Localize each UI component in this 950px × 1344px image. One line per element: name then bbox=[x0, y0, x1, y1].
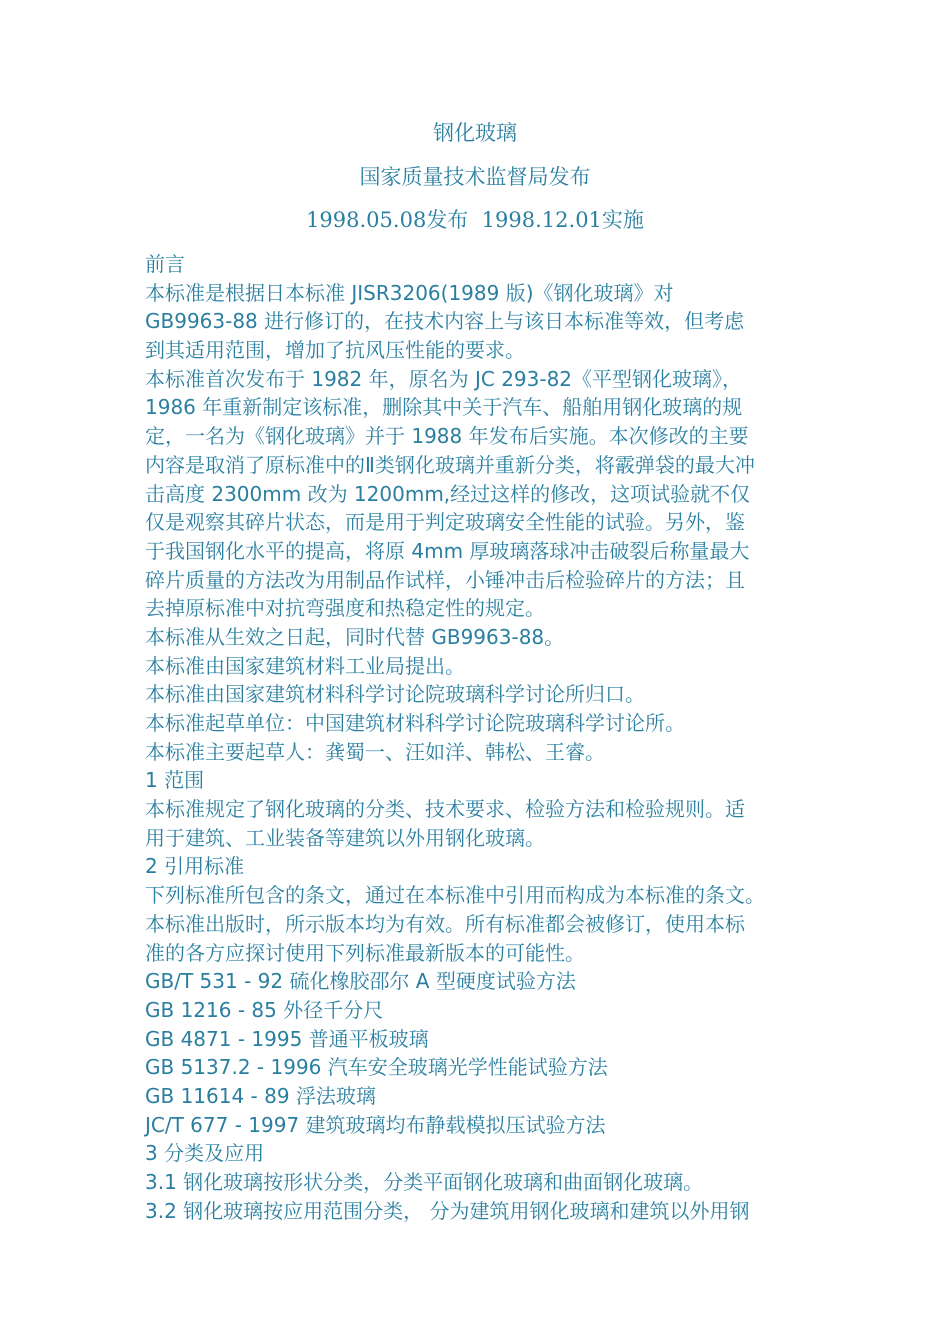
body-line: GB 4871 - 1995 普通平板玻璃 bbox=[145, 1026, 429, 1051]
body-line: 本标准首次发布于 1982 年，原名为 JC 293-82《平型钢化玻璃》， bbox=[145, 366, 743, 391]
issue-date: 1998.05.08 bbox=[306, 208, 427, 232]
body-line: 本标准主要起草人：龚蜀一、汪如洋、韩松、王睿。 bbox=[145, 739, 605, 764]
body-line: 3.1 钢化玻璃按形状分类，分类平面钢化玻璃和曲面钢化玻璃。 bbox=[145, 1170, 704, 1194]
body-line: 击高度 2300mm 改为 1200mm,经过这样的修改，这项试验就不仅 bbox=[145, 481, 751, 506]
effective-label: 实施 bbox=[601, 208, 644, 232]
body-line: 3.2 钢化玻璃按应用范围分类， 分为建筑用钢化玻璃和建筑以外用钢 bbox=[145, 1198, 750, 1223]
body-line: 本标准出版时，所示版本均为有效。所有标准都会被修订，使用本标 bbox=[145, 911, 745, 936]
effective-date: 1998.12.01 bbox=[481, 208, 602, 232]
body-line: GB9963-88 进行修订的，在技术内容上与该日本标准等效，但考虑 bbox=[145, 309, 745, 334]
publisher-line: 国家质量技术监督局发布 bbox=[359, 165, 591, 189]
body-line: 本标准由国家建筑材料科学讨论院玻璃科学讨论所归口。 bbox=[145, 682, 645, 707]
date-line bbox=[0, 205, 950, 235]
body-line: 仅是观察其碎片状态，而是用于判定玻璃安全性能的试验。另外，鉴 bbox=[145, 510, 745, 535]
body-line: 定，一名为《钢化玻璃》并于 1988 年发布后实施。本次修改的主要 bbox=[145, 424, 749, 449]
document-title: 钢化玻璃 bbox=[433, 121, 517, 145]
body-line: 1986 年重新制定该标准，删除其中关于汽车、船舶用钢化玻璃的规 bbox=[145, 395, 743, 420]
body-line: 用于建筑、工业装备等建筑以外用钢化玻璃。 bbox=[145, 825, 545, 850]
body-line: 本标准从生效之日起，同时代替 GB9963-88。 bbox=[145, 624, 565, 649]
body-line: GB 11614 - 89 浮法玻璃 bbox=[145, 1083, 376, 1108]
body-line: GB/T 531 - 92 硫化橡胶邵尔 A 型硬度试验方法 bbox=[145, 969, 576, 994]
body-line: 本标准起草单位：中国建筑材料科学讨论院玻璃科学讨论所。 bbox=[145, 711, 685, 735]
body-line: GB 5137.2 - 1996 汽车安全玻璃光学性能试验方法 bbox=[145, 1055, 608, 1080]
body-line: 于我国钢化水平的提高，将原 4mm 厚玻璃落球冲击破裂后称量最大 bbox=[145, 538, 750, 563]
body-line: 前言 bbox=[145, 252, 185, 276]
body-line: 到其适用范围，增加了抗风压性能的要求。 bbox=[145, 338, 525, 363]
body-line: 去掉原标准中对抗弯强度和热稳定性的规定。 bbox=[145, 596, 545, 621]
body-line: 准的各方应探讨使用下列标准最新版本的可能性。 bbox=[145, 940, 585, 965]
body-line: 本标准是根据日本标准 JISR3206(1989 版)《钢化玻璃》对 bbox=[145, 280, 674, 305]
body-line: JC/T 677 - 1997 建筑玻璃均布静载模拟压试验方法 bbox=[145, 1112, 606, 1137]
body-line: 内容是取消了原标准中的Ⅱ类钢化玻璃并重新分类，将霰弹袋的最大冲 bbox=[145, 452, 755, 477]
body-line: 下列标准所包含的条文，通过在本标准中引用而构成为本标准的条文。 bbox=[145, 883, 765, 908]
body-line: GB 1216 - 85 外径千分尺 bbox=[145, 997, 384, 1022]
document-body bbox=[145, 250, 875, 1225]
body-line: 本标准由国家建筑材料工业局提出。 bbox=[145, 653, 465, 678]
body-line: 3 分类及应用 bbox=[145, 1141, 265, 1166]
body-line: 本标准规定了钢化玻璃的分类、技术要求、检验方法和检验规则。适 bbox=[145, 797, 745, 822]
issue-label: 发布 bbox=[426, 208, 469, 232]
body-line: 碎片质量的方法改为用制品作试样，小锤冲击后检验碎片的方法；且 bbox=[145, 567, 745, 592]
body-line: 2 引用标准 bbox=[145, 854, 245, 879]
body-line: 1 范围 bbox=[145, 768, 205, 793]
